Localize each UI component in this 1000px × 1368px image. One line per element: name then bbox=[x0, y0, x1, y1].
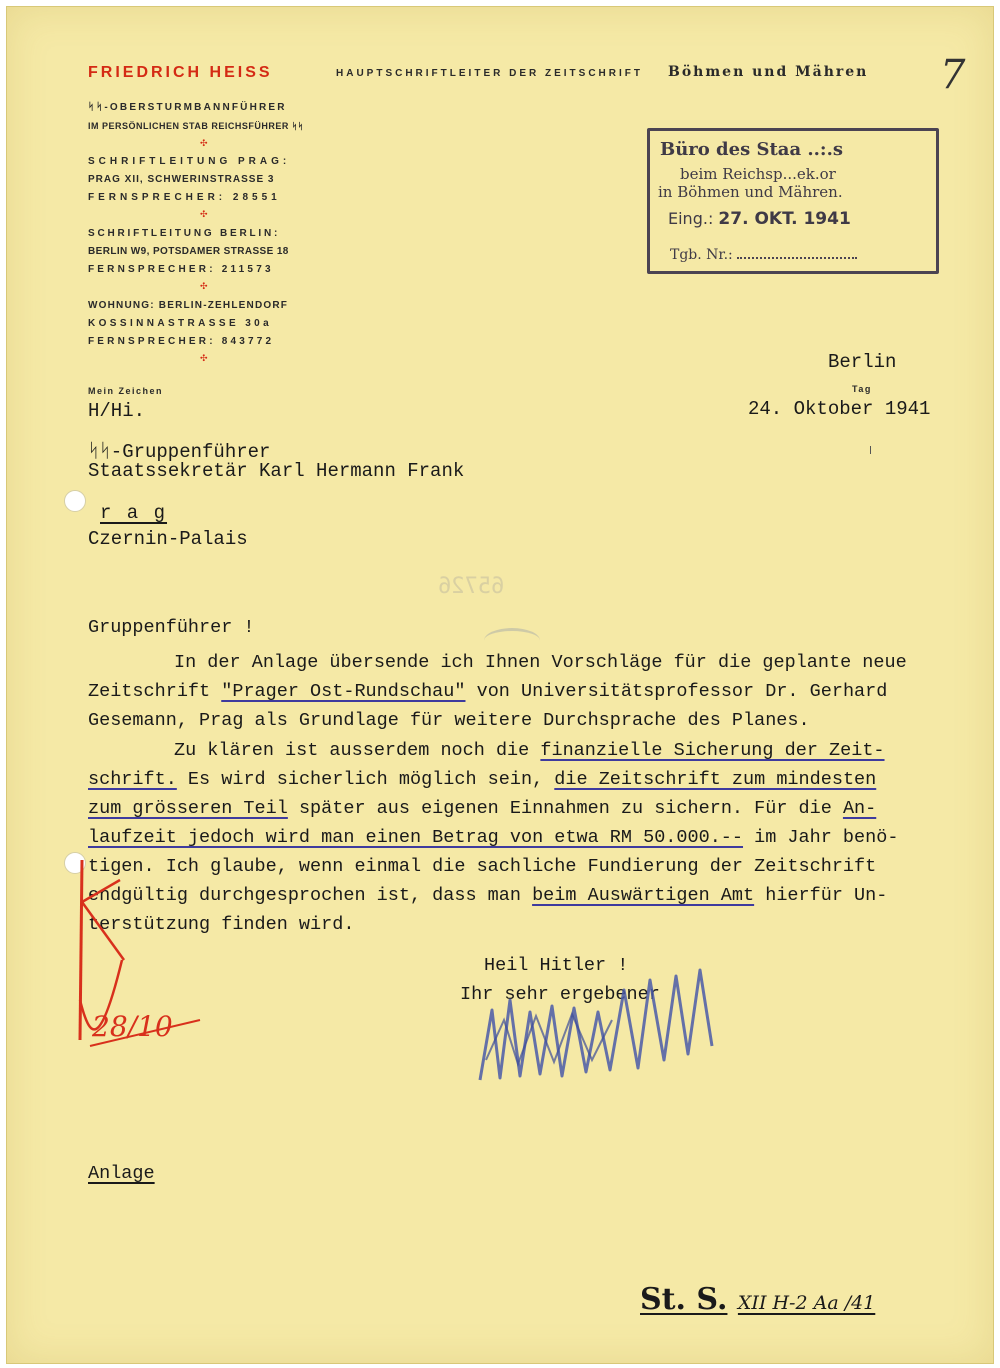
underlined-amount: laufzeit jedoch wird man einen Betrag von etwa RM 50.000.-- bbox=[88, 827, 744, 848]
registry-reference bbox=[640, 1282, 875, 1317]
body-line-5 bbox=[88, 769, 876, 790]
letterhead-berlin-phone: FERNSPRECHER: 211573 bbox=[88, 264, 274, 275]
letterhead-separator-4: ✣ bbox=[200, 353, 208, 363]
closing-greeting: Heil Hitler ! bbox=[484, 955, 629, 976]
letterhead-berlin-label: SCHRIFTLEITUNG BERLIN: bbox=[88, 228, 281, 239]
letterhead-magazine: Böhmen und Mähren bbox=[668, 64, 869, 80]
place: Berlin bbox=[828, 351, 897, 373]
body-line-5b: Es wird sicherlich möglich sein, bbox=[176, 769, 555, 790]
underlined-an: An- bbox=[842, 798, 877, 819]
show-through-seal bbox=[484, 628, 540, 653]
registry-main: St. S. bbox=[640, 1282, 728, 1317]
red-date-note: 28/10 bbox=[92, 1010, 173, 1043]
stamp-line-2: beim Reichsp...ek.or bbox=[680, 165, 836, 183]
stamp-register-label: Tgb. Nr.: bbox=[670, 247, 733, 263]
reference-label: Mein Zeichen bbox=[88, 386, 164, 396]
stamp-register bbox=[670, 247, 857, 263]
recipient-address: Czernin-Palais bbox=[88, 528, 248, 550]
underlined-financing-end: schrift. bbox=[88, 769, 177, 790]
show-through-number: 65726 bbox=[438, 574, 505, 599]
letterhead-rank-1: ᛋᛋ-OBERSTURMBANNFÜHRER bbox=[88, 102, 287, 113]
underlined-minimum: die Zeitschrift zum mindesten bbox=[554, 769, 877, 790]
letterhead-name: FRIEDRICH HEISS bbox=[88, 64, 273, 81]
body-line-9c: hierfür Un- bbox=[754, 885, 888, 906]
letterhead-rank-2: IM PERSÖNLICHEN STAB REICHSFÜHRER ᛋᛋ bbox=[88, 121, 304, 131]
reference-value: H/Hi. bbox=[88, 400, 146, 422]
page-number: 7 bbox=[940, 52, 966, 98]
body-line-8: tigen. Ich glaube, wenn einmal die sachliche Fundierung der Zeitschrift bbox=[88, 856, 877, 877]
body-line-6b: später aus eigenen Einnahmen zu sichern. Für die bbox=[287, 798, 843, 819]
letterhead-prague-phone: FERNSPRECHER: 28551 bbox=[88, 192, 281, 203]
stamp-line-3: in Böhmen und Mähren. bbox=[658, 183, 843, 201]
body-line-1: In der Anlage übersende ich Ihnen Vorschläge für die geplante neue bbox=[174, 652, 907, 673]
letterhead-berlin-address: BERLIN W9, POTSDAMER STRASSE 18 bbox=[88, 246, 289, 257]
stamp-line-1: Büro des Staa ..:.s bbox=[660, 139, 843, 160]
red-marginal-mark bbox=[60, 840, 220, 1080]
signature-scribble bbox=[470, 950, 730, 1100]
recipient-city: r a g bbox=[100, 502, 168, 524]
body-line-9a: endgültig durchgesprochen ist, dass man bbox=[88, 885, 533, 906]
punch-hole-top bbox=[64, 490, 86, 512]
stamp-received-label: Eing.: bbox=[668, 209, 714, 228]
letterhead-separator-1: ✣ bbox=[200, 138, 208, 148]
registry-number: XII H-2 Aa /41 bbox=[737, 1292, 876, 1314]
stamp-received bbox=[668, 209, 851, 229]
letterhead-prague-address: PRAG XII, SCHWERINSTRASSE 3 bbox=[88, 174, 275, 185]
recipient-rank: ᛋᛋ-Gruppenführer bbox=[88, 441, 271, 463]
underlined-foreign-office: beim Auswärtigen Amt bbox=[532, 885, 755, 906]
body-line-7b: im Jahr benö- bbox=[743, 827, 899, 848]
underlined-magazine-title: "Prager Ost-Rundschau" bbox=[221, 681, 466, 702]
underlined-larger-part: zum grösseren Teil bbox=[88, 798, 288, 819]
letterhead-separator-3: ✣ bbox=[200, 281, 208, 291]
body-line-10: terstützung finden wird. bbox=[88, 914, 355, 935]
letterhead-separator-2: ✣ bbox=[200, 209, 208, 219]
body-line-4a: Zu klären ist ausserdem noch die bbox=[174, 740, 541, 761]
underlined-financing: finanzielle Sicherung der Zeit- bbox=[540, 740, 885, 761]
body-line-4 bbox=[174, 740, 885, 761]
salutation: Gruppenführer ! bbox=[88, 617, 255, 638]
fold-mark bbox=[870, 446, 871, 454]
stamp-register-dots bbox=[737, 257, 857, 259]
letterhead-prague-label: SCHRIFTLEITUNG PRAG: bbox=[88, 156, 291, 167]
date-label: Tag bbox=[852, 384, 872, 394]
body-line-6 bbox=[88, 798, 876, 819]
recipient-name: Staatssekretär Karl Hermann Frank bbox=[88, 460, 465, 482]
letterhead-home-phone: FERNSPRECHER: 843772 bbox=[88, 336, 275, 347]
body-line-2a: Zeitschrift bbox=[88, 681, 222, 702]
closing-valediction: Ihr sehr ergebener bbox=[460, 984, 660, 1005]
letterhead-home-address: KOSSINNASTRASSE 30a bbox=[88, 318, 273, 329]
enclosure-label: Anlage bbox=[88, 1163, 155, 1184]
date: 24. Oktober 1941 bbox=[748, 398, 931, 420]
body-line-2c: von Universitätsprofessor Dr. Gerhard bbox=[465, 681, 888, 702]
letterhead-home-label: WOHNUNG: BERLIN-ZEHLENDORF bbox=[88, 300, 289, 311]
body-line-3: Gesemann, Prag als Grundlage für weitere Durchsprache des Planes. bbox=[88, 710, 810, 731]
stamp-received-date: 27. OKT. 1941 bbox=[718, 209, 851, 229]
body-line-2 bbox=[88, 681, 887, 702]
receipt-stamp bbox=[647, 128, 939, 274]
letterhead-title: HAUPTSCHRIFTLEITER DER ZEITSCHRIFT bbox=[336, 68, 643, 79]
